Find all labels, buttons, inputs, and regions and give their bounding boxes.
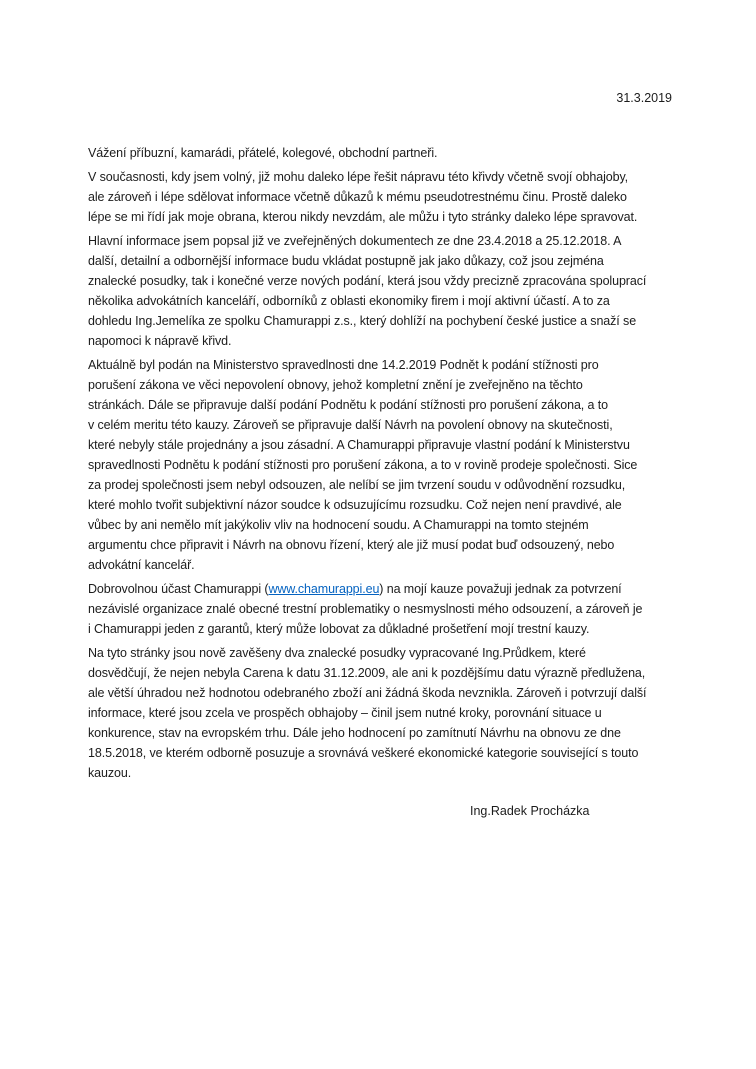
salutation: Vážení příbuzní, kamarádi, přátelé, kolegové, obchodní partneři. (88, 146, 438, 160)
link-paragraph-before: Dobrovolnou účast Chamurappi ( (88, 582, 269, 596)
letter-date: 31.3.2019 (616, 91, 672, 105)
chamurappi-link[interactable]: www.chamurappi.eu (268, 582, 380, 596)
paragraph-ministry-filing: Aktuálně byl podán na Ministerstvo spravedlnosti dne 14.2.2019 Podnět k podání stížnosti pro porušení zákona ve věci nepovolení obnovy, jehož kompletní znění je zveřejněno na těchto stránkách. Dále se připravuje další podání Podnětu k podání stížnosti pro porušení zákona, a to v celém meritu této kauzy. Zároveň se připravuje další Návrh na povolení obnovy na skutečnosti, které nebyly stále projednány a jsou zásadní. A Chamurappi připravuje vlastní podání k Ministerstvu spravedlnosti Podnětu k podání stížnosti pro porušení zákona, a to v rovině prodeje společnosti. Sice za prodej společnosti jsem nebyl odsouzen, ale nelíbí se jim tvrzení soudu v odůvodnění rozsudku, které mohlo tvořit subjektivní názor soudce k odsuzujícímu rozsudku. Což nejen není pravdivé, ale vůbec by ani nemělo mít jakýkoliv vliv na hodnocení soudu. A Chamurappi na tomto stejném argumentu chce připravit i Návrh na obnovu řízení, který ale již musí podat buď odsouzený, nebo advokátní kancelář. (88, 358, 638, 572)
paragraph-chamurappi-participation (88, 579, 672, 639)
paragraph-expert-reports: Na tyto stránky jsou nově zavěšeny dva znalecké posudky vypracované Ing.Průdkem, které dosvědčují, že nejen nebyla Carena k datu 31.12.2009, ale ani k pozdějšímu datu výrazně předlužena, ale větší úhradou než hodnotou odebraného zboží ani žádná škoda nevznikla. Zároveň i potvrzují další informace, které jsou zcela ve prospěch obhajoby – činil jsem nutné kroky, porovnání situace u konkurence, stav na evropském trhu. Dále jeho hodnocení po zamítnutí Návrhu na obnovu ze dne 18.5.2018, ve kterém odborně posuzuje a srovnává veškeré ekonomické kategorie související s touto kauzou. (88, 646, 647, 780)
link-paragraph-after: ) na mojí kauze považuji jednak za potvrzení nezávislé organizace znalé obecné trestní problematiky o nesmyslnosti mého odsouzení, a zároveň je i Chamurappi jeden z garantů, který může lobovat za důkladné prošetření mojí trestní kauzy. (88, 582, 643, 636)
signature: Ing.Radek Procházka (470, 804, 590, 818)
paragraph-main-information: Hlavní informace jsem popsal již ve zveřejněných dokumentech ze dne 23.4.2018 a 25.12.2018. A další, detailní a odbornější informace budu vkládat postupně jak jako důkazy, což jsou zejména znalecké posudky, tak i konečné verze nových podání, která jsou vždy precizně zpracována spoluprací několika advokátních kanceláří, odborníků z oblasti ekonomiky firem i mojí aktivní účastí. A to za dohledu Ing.Jemelíka ze spolku Chamurappi z.s., který dohlíží na pochybení české justice a snaží se napomoci k nápravě křivd. (88, 234, 647, 348)
paragraph-current-situation: V současnosti, kdy jsem volný, již mohu daleko lépe řešit nápravu této křivdy včetně svojí obhajoby, ale zároveň i lépe sdělovat informace včetně důkazů k mému pseudotrestnému činu. Prostě daleko lépe se mi řídí jak moje obrana, kterou nikdy nevzdám, ale můžu i tyto stránky daleko lépe spravovat. (88, 170, 638, 224)
